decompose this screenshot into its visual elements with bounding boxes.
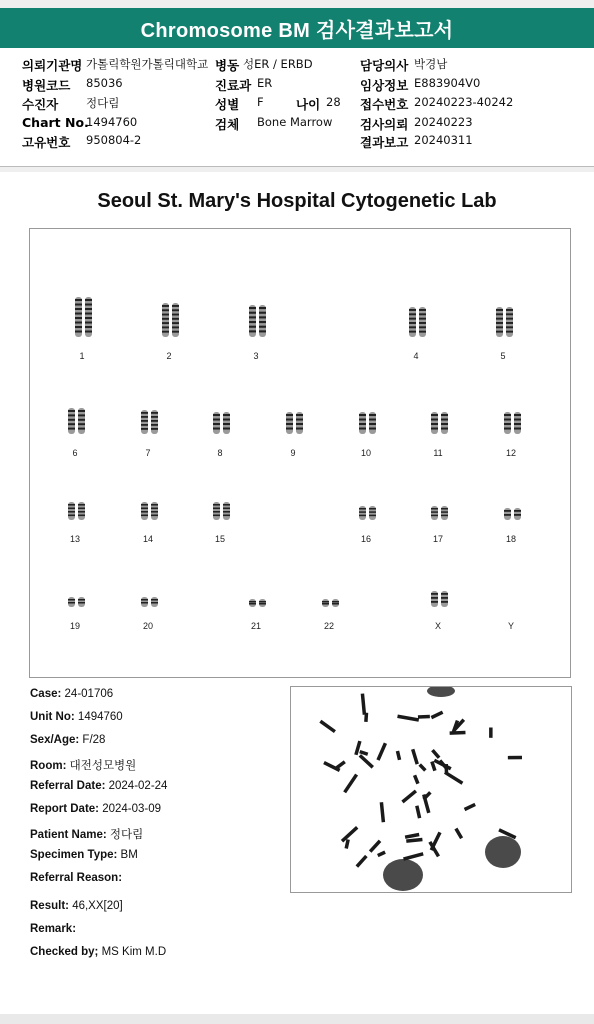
specimen-label: 검체 — [215, 117, 240, 132]
chromosome-label-19: 19 — [69, 621, 81, 631]
unit-row — [30, 711, 123, 723]
sexage-value: F/28 — [82, 734, 106, 746]
karyogram-panel — [29, 228, 571, 678]
sex-label: 성별 — [215, 97, 240, 112]
referral-date-label: Referral Date: — [30, 780, 106, 792]
bottom-band — [0, 1014, 594, 1024]
chromosome-label-7: 7 — [145, 448, 151, 458]
result-report-value: 20240311 — [414, 133, 473, 147]
chromosome-label-8: 8 — [217, 448, 223, 458]
chromosome-pair-19 — [68, 597, 85, 607]
chromosome-label-1: 1 — [79, 351, 85, 361]
room-row — [30, 757, 136, 773]
clinical-label: 임상정보 — [360, 78, 409, 93]
case-row — [30, 688, 113, 700]
chromosome-label-17: 17 — [432, 534, 444, 544]
chromosome-label-15: 15 — [214, 534, 226, 544]
chromosome-pair-20 — [141, 597, 158, 607]
referral-date-row — [30, 780, 167, 792]
chromosome-pair-16 — [359, 506, 376, 520]
metaphase-chromosome — [397, 715, 419, 722]
checked-label: Checked by; — [30, 946, 99, 958]
dept-value: ER — [257, 76, 273, 90]
metaphase-image — [291, 687, 571, 892]
chromosome-pair-13 — [68, 502, 85, 520]
chromosome-pair-9 — [286, 412, 303, 434]
chromosome-label-21: 21 — [250, 621, 262, 631]
recipient-value: 정다림 — [86, 96, 120, 110]
chromosome-label-18: 18 — [505, 534, 517, 544]
hospital-code-label: 병원코드 — [22, 78, 71, 93]
receipt-label: 접수번호 — [360, 97, 409, 112]
referral-date-value: 2024-02-24 — [108, 780, 168, 792]
remark-label: Remark: — [30, 923, 77, 935]
chromosome-label-2: 2 — [166, 351, 172, 361]
chromosome-pair-7 — [141, 410, 158, 434]
specimen-type-label: Specimen Type: — [30, 849, 118, 861]
chromosome-pair-18 — [504, 508, 521, 520]
metaphase-chromosome — [489, 727, 493, 737]
unit-label: Unit No: — [30, 711, 75, 723]
metaphase-chromosome — [369, 840, 381, 853]
metaphase-chromosome — [418, 715, 430, 719]
case-value: 24-01706 — [64, 688, 114, 700]
ward-label: 병동 — [215, 58, 240, 73]
metaphase-chromosome — [464, 803, 476, 811]
referral-reason-label: Referral Reason: — [30, 872, 123, 884]
institution-label: 의뢰기관명 — [22, 58, 83, 73]
chromosome-pair-12 — [504, 412, 521, 434]
metaphase-chromosome — [335, 760, 346, 770]
institution-value: 가톨릭학원가톨릭대학교 — [86, 57, 209, 71]
chromosome-label-Y: Y — [507, 621, 515, 631]
patient-info-panel — [0, 48, 594, 167]
specimen-type-value: BM — [120, 849, 138, 861]
report-date-label: Report Date: — [30, 803, 100, 815]
chromosome-label-X: X — [434, 621, 442, 631]
metaphase-chromosome — [413, 775, 420, 785]
chromosome-label-13: 13 — [69, 534, 81, 544]
chromosome-pair-4 — [409, 307, 426, 337]
metaphase-chromosome — [418, 763, 426, 771]
chromosome-pair-2 — [162, 303, 179, 337]
metaphase-chromosome — [405, 833, 420, 839]
chromosome-label-6: 6 — [72, 448, 78, 458]
metaphase-chromosome — [380, 802, 385, 822]
metaphase-chromosome — [403, 852, 424, 861]
chromosome-label-9: 9 — [290, 448, 296, 458]
unit-value: 1494760 — [77, 711, 123, 723]
metaphase-chromosome — [364, 713, 368, 722]
age-value: 28 — [326, 95, 341, 109]
metaphase-chromosome — [361, 693, 366, 714]
karyogram-image — [30, 229, 570, 677]
metaphase-chromosome — [415, 805, 421, 818]
referral-reason-row — [30, 872, 122, 884]
metaphase-chromosome — [356, 855, 368, 868]
metaphase-chromosome — [406, 838, 422, 843]
recipient-label: 수진자 — [22, 97, 59, 112]
ward-value: 성ER / ERBD — [243, 57, 313, 71]
metaphase-chromosome — [434, 759, 452, 771]
chromosome-pair-1 — [75, 297, 92, 337]
metaphase-chromosome — [343, 774, 358, 794]
chromosome-pair-5 — [496, 307, 513, 337]
chromosome-pair-21 — [249, 599, 266, 607]
result-report-label: 결과보고 — [360, 135, 409, 150]
nucleus-top — [427, 687, 455, 697]
result-row — [30, 900, 123, 912]
chromosome-label-3: 3 — [253, 351, 259, 361]
metaphase-chromosome — [431, 711, 444, 720]
request-label: 검사의뢰 — [360, 117, 409, 132]
chromosome-pair-22 — [322, 599, 339, 607]
chart-label: Chart No. — [22, 115, 89, 130]
doctor-value: 박경남 — [414, 57, 448, 71]
chromosome-pair-15 — [213, 502, 230, 520]
metaphase-chromosome — [508, 756, 522, 760]
chromosome-label-10: 10 — [360, 448, 372, 458]
chromosome-pair-14 — [141, 502, 158, 520]
chromosome-pair-17 — [431, 506, 448, 520]
chromosome-label-4: 4 — [413, 351, 419, 361]
receipt-value: 20240223-40242 — [414, 95, 514, 109]
checked-row — [30, 946, 166, 958]
specimen-value: Bone Marrow — [257, 115, 333, 129]
metaphase-image-panel — [290, 686, 572, 893]
chromosome-label-11: 11 — [433, 448, 443, 458]
metaphase-chromosome — [454, 828, 463, 839]
metaphase-chromosome — [319, 720, 336, 733]
report-date-row — [30, 803, 161, 815]
room-label: Room: — [30, 760, 67, 772]
chromosome-label-5: 5 — [500, 351, 506, 361]
request-value: 20240223 — [414, 115, 473, 129]
patient-label: Patient Name: — [30, 829, 107, 841]
nucleus-left — [383, 859, 423, 891]
unique-label: 고유번호 — [22, 135, 71, 150]
sexage-row — [30, 734, 105, 746]
chart-value: 1494760 — [86, 115, 138, 129]
chromosome-pair-3 — [249, 305, 266, 337]
checked-value: MS Kim M.D — [101, 946, 167, 958]
report-title: Chromosome BM 검사결과보고서 — [140, 19, 454, 42]
patient-row — [30, 826, 143, 842]
patient-value: 정다림 — [109, 829, 144, 841]
hospital-code-value: 85036 — [86, 76, 123, 90]
metaphase-chromosome — [396, 751, 402, 761]
chromosome-pair-8 — [213, 412, 230, 434]
lab-title: Seoul St. Mary's Hospital Cytogenetic Lab — [97, 190, 497, 212]
chromosome-label-14: 14 — [142, 534, 154, 544]
chromosome-pair-10 — [359, 412, 376, 434]
specimen-type-row — [30, 849, 138, 861]
unique-value: 950804-2 — [86, 133, 142, 147]
doctor-label: 담당의사 — [360, 58, 409, 73]
chromosome-label-16: 16 — [360, 534, 372, 544]
chromosome-pair-X — [431, 591, 448, 607]
chromosome-pair-6 — [68, 408, 85, 434]
clinical-value: E883904V0 — [414, 76, 481, 90]
report-date-value: 2024-03-09 — [102, 803, 162, 815]
chromosome-pair-11 — [431, 412, 448, 434]
metaphase-chromosome — [444, 771, 463, 785]
sex-value: F — [257, 95, 264, 109]
result-label: Result: — [30, 900, 69, 912]
remark-row — [30, 923, 76, 935]
metaphase-chromosome — [411, 749, 419, 765]
metaphase-chromosome — [431, 749, 440, 759]
room-value: 대전성모병원 — [69, 760, 137, 772]
sexage-label: Sex/Age: — [30, 734, 80, 746]
dept-label: 진료과 — [215, 78, 252, 93]
result-value: 46,XX[20] — [72, 900, 123, 912]
metaphase-chromosome — [359, 754, 374, 769]
metaphase-chromosome — [376, 743, 387, 761]
metaphase-chromosome — [344, 839, 349, 849]
metaphase-chromosome — [401, 790, 417, 804]
age-label: 나이 — [296, 97, 321, 112]
metaphase-chromosome — [377, 851, 386, 858]
report-title-bar — [0, 8, 594, 48]
case-label: Case: — [30, 688, 62, 700]
chromosome-label-12: 12 — [505, 448, 517, 458]
nucleus-right — [485, 836, 521, 868]
chromosome-label-20: 20 — [142, 621, 154, 631]
chromosome-label-22: 22 — [323, 621, 335, 631]
